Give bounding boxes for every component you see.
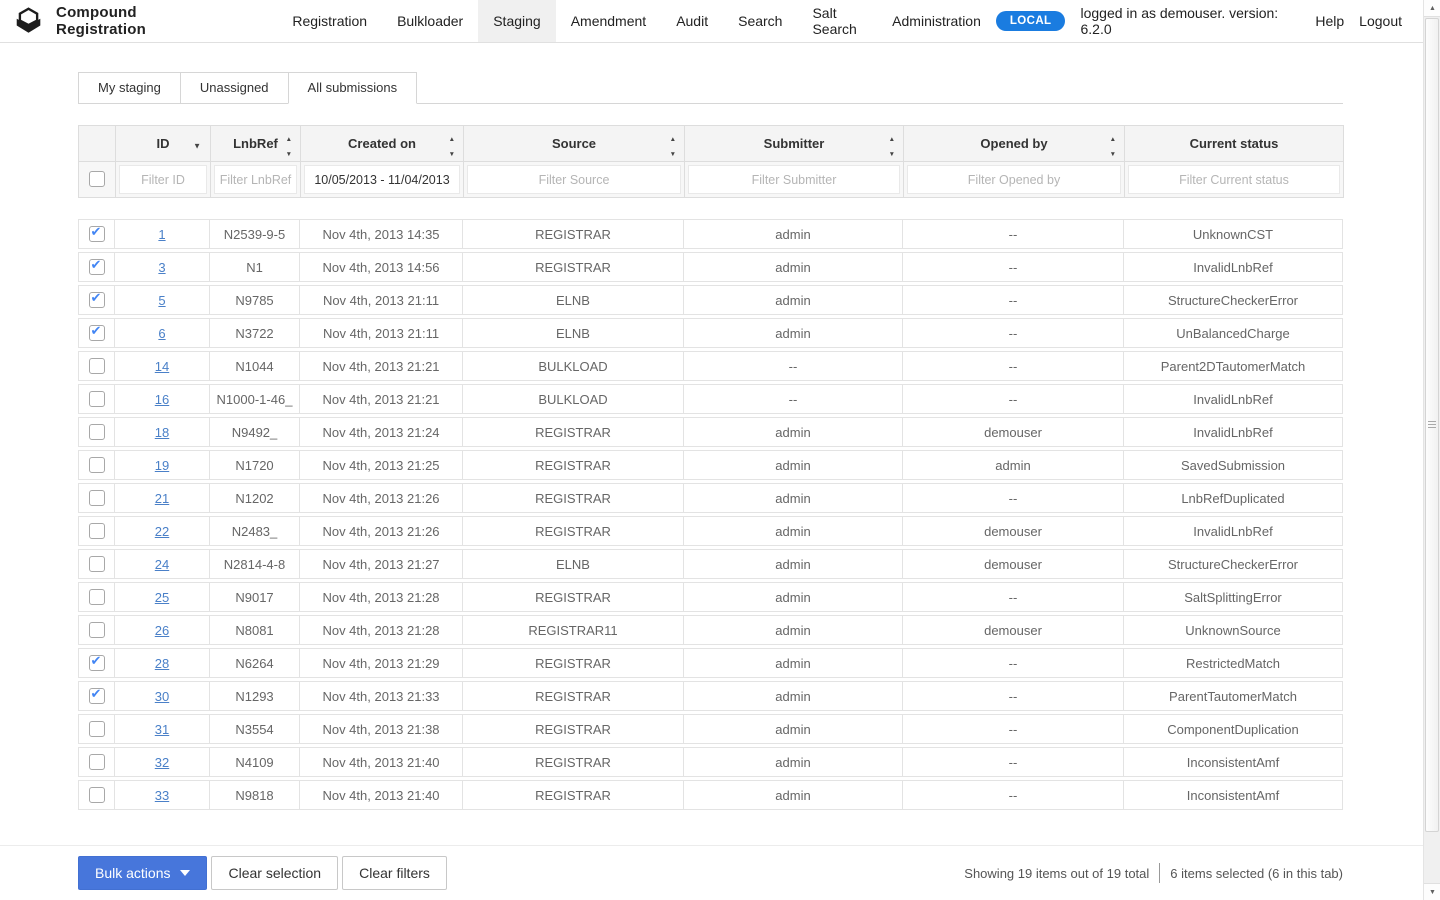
main-nav — [277, 0, 996, 42]
table-row — [78, 714, 1343, 744]
row-id-link[interactable]: 16 — [154, 391, 170, 407]
table-row — [78, 747, 1343, 777]
table-row — [78, 582, 1343, 612]
selected-count-text: 6 items selected (6 in this tab) — [1170, 865, 1343, 881]
scrollbar-grip — [1428, 421, 1436, 429]
row-created-on: Nov 4th, 2013 14:56 — [300, 252, 463, 282]
row-opened-by: -- — [903, 582, 1124, 612]
row-created-on: Nov 4th, 2013 21:25 — [300, 450, 463, 480]
row-id-link[interactable]: 21 — [154, 490, 170, 506]
row-source: REGISTRAR — [463, 681, 684, 711]
row-lnbref: N4109 — [210, 747, 300, 777]
row-checkbox[interactable] — [89, 490, 105, 506]
nav-item[interactable]: Audit — [676, 13, 709, 29]
logout-link[interactable]: Logout — [1359, 13, 1402, 29]
row-checkbox[interactable] — [89, 688, 105, 704]
row-source: REGISTRAR — [463, 747, 684, 777]
row-source: REGISTRAR — [463, 648, 684, 678]
filter-opened-by-input[interactable] — [907, 165, 1121, 194]
status-divider — [1159, 863, 1160, 883]
select-all-checkbox[interactable] — [89, 171, 105, 187]
row-source: ELNB — [463, 285, 684, 315]
row-source: REGISTRAR — [463, 417, 684, 447]
row-created-on: Nov 4th, 2013 21:33 — [300, 681, 463, 711]
sort-icon[interactable] — [670, 129, 676, 159]
row-submitter: admin — [684, 252, 903, 282]
user-info: logged in as demouser. version: 6.2.0 — [1080, 5, 1279, 37]
row-current-status: UnknownSource — [1124, 615, 1343, 645]
nav-item[interactable]: Bulkloader — [397, 13, 464, 29]
row-current-status: LnbRefDuplicated — [1124, 483, 1343, 513]
row-id-link[interactable]: 5 — [158, 292, 166, 308]
filter-row — [79, 162, 1344, 198]
table-row — [78, 483, 1343, 513]
app-title: Compound Registration — [56, 4, 146, 38]
row-current-status: UnknownCST — [1124, 219, 1343, 249]
row-created-on: Nov 4th, 2013 21:11 — [300, 285, 463, 315]
table-row — [78, 252, 1343, 282]
staging-content — [0, 44, 1423, 845]
row-source: REGISTRAR — [463, 450, 684, 480]
row-submitter: -- — [684, 384, 903, 414]
row-created-on: Nov 4th, 2013 21:26 — [300, 516, 463, 546]
nav-item[interactable]: Amendment — [570, 13, 647, 29]
table-row — [78, 285, 1343, 315]
row-opened-by: demouser — [903, 516, 1124, 546]
row-source: BULKLOAD — [463, 384, 684, 414]
row-current-status: SaltSplittingError — [1124, 582, 1343, 612]
tab[interactable]: All submissions — [288, 72, 418, 104]
row-id-link[interactable]: 19 — [154, 457, 170, 473]
row-submitter: admin — [684, 582, 903, 612]
row-checkbox[interactable] — [89, 622, 105, 638]
row-opened-by: -- — [903, 318, 1124, 348]
column-header-id[interactable]: ID ▼ — [116, 126, 211, 162]
row-submitter: admin — [684, 219, 903, 249]
row-current-status: InconsistentAmf — [1124, 780, 1343, 810]
row-submitter: admin — [684, 780, 903, 810]
header-row — [79, 126, 1344, 162]
row-lnbref: N2483_ — [210, 516, 300, 546]
scrollbar-thumb[interactable] — [1425, 18, 1439, 832]
table-row — [78, 615, 1343, 645]
row-submitter: admin — [684, 681, 903, 711]
row-submitter: admin — [684, 318, 903, 348]
check-icon — [91, 290, 102, 306]
row-checkbox[interactable] — [89, 523, 105, 539]
row-lnbref: N1044 — [210, 351, 300, 381]
row-id-link[interactable]: 25 — [154, 589, 170, 605]
row-id-link[interactable]: 31 — [154, 721, 170, 737]
row-checkbox[interactable] — [89, 391, 105, 407]
select-column-header — [79, 126, 116, 162]
nav-item[interactable]: Staging — [478, 0, 555, 42]
check-icon — [91, 653, 102, 669]
table-row — [78, 384, 1343, 414]
top-navbar — [0, 0, 1423, 43]
environment-badge: LOCAL — [996, 11, 1066, 31]
scroll-down-icon[interactable] — [1424, 883, 1440, 900]
column-header-created-on[interactable]: Created on ▲ ▼ — [301, 126, 464, 162]
row-submitter: admin — [684, 516, 903, 546]
column-header-current-status: Current status — [1125, 126, 1344, 162]
row-lnbref: N8081 — [210, 615, 300, 645]
row-current-status: InvalidLnbRef — [1124, 252, 1343, 282]
row-id-link[interactable]: 28 — [154, 655, 170, 671]
row-created-on: Nov 4th, 2013 21:24 — [300, 417, 463, 447]
row-source: ELNB — [463, 549, 684, 579]
row-source: REGISTRAR — [463, 582, 684, 612]
table-row — [78, 780, 1343, 810]
filter-current-status-input[interactable] — [1128, 165, 1340, 194]
row-created-on: Nov 4th, 2013 21:29 — [300, 648, 463, 678]
row-source: REGISTRAR — [463, 219, 684, 249]
row-opened-by: -- — [903, 648, 1124, 678]
row-source: REGISTRAR — [463, 714, 684, 744]
row-opened-by: -- — [903, 483, 1124, 513]
row-current-status: StructureCheckerError — [1124, 285, 1343, 315]
row-checkbox[interactable] — [89, 589, 105, 605]
filter-source-input[interactable] — [467, 165, 681, 194]
row-created-on: Nov 4th, 2013 21:26 — [300, 483, 463, 513]
row-opened-by: -- — [903, 714, 1124, 744]
row-source: REGISTRAR11 — [463, 615, 684, 645]
row-id-link[interactable]: 1 — [158, 226, 166, 242]
row-source: ELNB — [463, 318, 684, 348]
clear-filters-button[interactable]: Clear filters — [342, 856, 447, 890]
row-opened-by: -- — [903, 780, 1124, 810]
scroll-up-icon[interactable] — [1424, 0, 1440, 17]
row-checkbox[interactable] — [89, 787, 105, 803]
showing-count-text: Showing 19 items out of 19 total — [964, 865, 1150, 881]
row-checkbox[interactable] — [89, 226, 105, 242]
row-lnbref: N1000-1-46_ — [210, 384, 300, 414]
row-checkbox[interactable] — [89, 424, 105, 440]
navbar-right — [996, 5, 1402, 37]
row-submitter: admin — [684, 483, 903, 513]
row-opened-by: -- — [903, 384, 1124, 414]
sort-icon[interactable] — [286, 129, 292, 159]
nav-item[interactable]: Salt Search — [812, 5, 857, 37]
row-id-link[interactable]: 18 — [154, 424, 170, 440]
tab[interactable]: Unassigned — [180, 72, 289, 104]
sort-desc-icon[interactable] — [193, 136, 201, 151]
row-checkbox[interactable] — [89, 292, 105, 308]
row-created-on: Nov 4th, 2013 14:35 — [300, 219, 463, 249]
row-current-status: InvalidLnbRef — [1124, 384, 1343, 414]
nav-item[interactable]: Search — [738, 13, 783, 29]
row-id-link[interactable]: 3 — [158, 259, 166, 275]
sort-icon[interactable] — [449, 129, 455, 159]
row-created-on: Nov 4th, 2013 21:28 — [300, 615, 463, 645]
nav-item[interactable]: Administration — [892, 13, 981, 29]
nav-item[interactable]: Registration — [292, 13, 368, 29]
row-submitter: admin — [684, 615, 903, 645]
column-header-submitter[interactable]: Submitter ▲ ▼ — [685, 126, 904, 162]
row-lnbref: N3722 — [210, 318, 300, 348]
row-checkbox[interactable] — [89, 325, 105, 341]
column-header-opened-by[interactable]: Opened by ▲ ▼ — [904, 126, 1125, 162]
row-current-status: SavedSubmission — [1124, 450, 1343, 480]
table-row — [78, 648, 1343, 678]
table-row — [78, 318, 1343, 348]
row-created-on: Nov 4th, 2013 21:21 — [300, 384, 463, 414]
row-opened-by: -- — [903, 747, 1124, 777]
row-id-link[interactable]: 33 — [154, 787, 170, 803]
footer-buttons — [78, 856, 447, 890]
submissions-table — [78, 216, 1343, 813]
row-opened-by: demouser — [903, 549, 1124, 579]
row-id-link[interactable]: 22 — [154, 523, 170, 539]
row-opened-by: -- — [903, 681, 1124, 711]
row-current-status: RestrictedMatch — [1124, 648, 1343, 678]
filter-id-input[interactable] — [119, 165, 207, 194]
tab[interactable]: My staging — [78, 72, 181, 104]
row-created-on: Nov 4th, 2013 21:40 — [300, 780, 463, 810]
brand — [14, 4, 225, 38]
column-header-source[interactable]: Source ▲ ▼ — [464, 126, 685, 162]
footer-status — [964, 863, 1343, 883]
row-created-on: Nov 4th, 2013 21:40 — [300, 747, 463, 777]
row-lnbref: N9818 — [210, 780, 300, 810]
row-current-status: InvalidLnbRef — [1124, 516, 1343, 546]
row-lnbref: N9785 — [210, 285, 300, 315]
sort-icon[interactable] — [889, 129, 895, 159]
table-row — [78, 219, 1343, 249]
row-created-on: Nov 4th, 2013 21:27 — [300, 549, 463, 579]
check-icon — [91, 257, 102, 273]
row-id-link[interactable]: 30 — [154, 688, 170, 704]
bulk-actions-button[interactable]: Bulk actions — [78, 856, 207, 890]
help-link[interactable]: Help — [1315, 13, 1345, 29]
row-source: BULKLOAD — [463, 351, 684, 381]
row-current-status: StructureCheckerError — [1124, 549, 1343, 579]
staging-tabs — [78, 72, 1343, 104]
row-submitter: admin — [684, 648, 903, 678]
row-submitter: admin — [684, 549, 903, 579]
row-submitter: admin — [684, 450, 903, 480]
row-submitter: admin — [684, 714, 903, 744]
row-id-link[interactable]: 24 — [154, 556, 170, 572]
table-row — [78, 417, 1343, 447]
row-source: REGISTRAR — [463, 780, 684, 810]
row-current-status: InconsistentAmf — [1124, 747, 1343, 777]
row-current-status: ParentTautomerMatch — [1124, 681, 1343, 711]
row-source: REGISTRAR — [463, 483, 684, 513]
submissions-table-header — [78, 125, 1344, 198]
row-lnbref: N6264 — [210, 648, 300, 678]
row-opened-by: demouser — [903, 615, 1124, 645]
row-checkbox[interactable] — [89, 457, 105, 473]
clear-selection-button[interactable]: Clear selection — [211, 856, 338, 890]
row-checkbox[interactable] — [89, 556, 105, 572]
filter-submitter-input[interactable] — [688, 165, 900, 194]
row-source: REGISTRAR — [463, 252, 684, 282]
table-row — [78, 681, 1343, 711]
row-checkbox[interactable] — [89, 358, 105, 374]
row-created-on: Nov 4th, 2013 21:28 — [300, 582, 463, 612]
row-current-status: UnBalancedCharge — [1124, 318, 1343, 348]
filter-lnbref-input[interactable] — [214, 165, 297, 194]
row-id-link[interactable]: 32 — [154, 754, 170, 770]
row-opened-by: admin — [903, 450, 1124, 480]
row-submitter: admin — [684, 285, 903, 315]
row-created-on: Nov 4th, 2013 21:11 — [300, 318, 463, 348]
row-opened-by: -- — [903, 219, 1124, 249]
vertical-scrollbar[interactable] — [1423, 0, 1440, 900]
table-row — [78, 516, 1343, 546]
row-lnbref: N1720 — [210, 450, 300, 480]
row-opened-by: demouser — [903, 417, 1124, 447]
row-opened-by: -- — [903, 285, 1124, 315]
row-lnbref: N1293 — [210, 681, 300, 711]
row-checkbox[interactable] — [89, 259, 105, 275]
row-opened-by: -- — [903, 351, 1124, 381]
table-row — [78, 549, 1343, 579]
row-id-link[interactable]: 14 — [154, 358, 170, 374]
sort-icon[interactable] — [1110, 129, 1116, 159]
row-lnbref: N3554 — [210, 714, 300, 744]
footer-bar — [0, 845, 1423, 900]
row-source: REGISTRAR — [463, 516, 684, 546]
row-lnbref: N9492_ — [210, 417, 300, 447]
row-submitter: admin — [684, 747, 903, 777]
row-current-status: ComponentDuplication — [1124, 714, 1343, 744]
table-row — [78, 351, 1343, 381]
row-lnbref: N1202 — [210, 483, 300, 513]
row-submitter: -- — [684, 351, 903, 381]
row-lnbref: N9017 — [210, 582, 300, 612]
row-current-status: Parent2DTautomerMatch — [1124, 351, 1343, 381]
row-lnbref: N1 — [210, 252, 300, 282]
table-row — [78, 450, 1343, 480]
chevron-down-icon — [180, 870, 190, 876]
row-lnbref: N2539-9-5 — [210, 219, 300, 249]
row-opened-by: -- — [903, 252, 1124, 282]
row-checkbox[interactable] — [89, 655, 105, 671]
row-id-link[interactable]: 6 — [158, 325, 166, 341]
check-icon — [91, 323, 102, 339]
column-header-lnbref[interactable]: LnbRef ▲ ▼ — [211, 126, 301, 162]
check-icon — [91, 224, 102, 240]
row-checkbox[interactable] — [89, 721, 105, 737]
row-submitter: admin — [684, 417, 903, 447]
row-created-on: Nov 4th, 2013 21:38 — [300, 714, 463, 744]
filter-created-on-input[interactable] — [304, 165, 460, 194]
row-lnbref: N2814-4-8 — [210, 549, 300, 579]
row-created-on: Nov 4th, 2013 21:21 — [300, 351, 463, 381]
row-checkbox[interactable] — [89, 754, 105, 770]
row-current-status: InvalidLnbRef — [1124, 417, 1343, 447]
app-logo-icon — [14, 6, 43, 36]
row-id-link[interactable]: 26 — [154, 622, 170, 638]
check-icon — [91, 686, 102, 702]
